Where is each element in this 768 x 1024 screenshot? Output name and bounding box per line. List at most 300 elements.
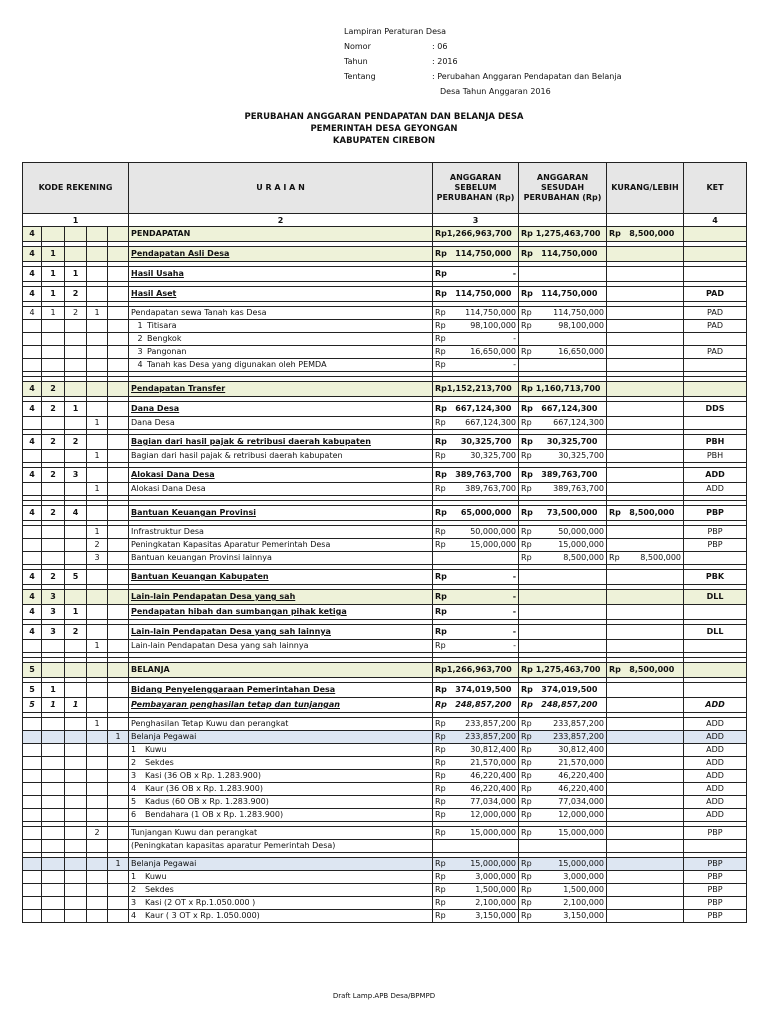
table-row	[23, 625, 747, 640]
kode-cell	[42, 359, 65, 372]
kode-cell	[108, 796, 129, 809]
uraian-text: BELANJA	[131, 665, 170, 674]
anggaran-sesudah-cell	[519, 570, 607, 585]
kode-cell: 2	[65, 307, 87, 320]
kode-cell: 4	[23, 625, 42, 640]
currency-label: Rp	[521, 451, 532, 460]
anggaran-sesudah-cell	[519, 757, 607, 770]
amount-value: Rp 8,500,000	[609, 508, 675, 517]
amount-value: Rp 1,275,463,700	[521, 229, 601, 238]
currency-label: Rp	[521, 540, 532, 549]
anggaran-sebelum-cell	[433, 506, 519, 521]
uraian-text: Hasil Aset	[131, 289, 177, 298]
kurang-lebih-cell	[607, 718, 684, 731]
kurang-lebih-cell	[607, 605, 684, 620]
kode-cell	[108, 809, 129, 822]
kode-cell	[42, 744, 65, 757]
kode-cell	[87, 884, 108, 897]
kode-cell	[23, 897, 42, 910]
uraian-text: Alokasi Dana Desa	[131, 470, 215, 479]
table-row	[23, 570, 747, 585]
table-row	[23, 897, 747, 910]
kode-cell	[42, 333, 65, 346]
ket-cell	[684, 359, 747, 372]
kode-cell	[23, 640, 42, 653]
anggaran-sesudah-cell	[519, 483, 607, 496]
anggaran-sebelum-cell	[433, 796, 519, 809]
anggaran-sesudah-cell	[519, 539, 607, 552]
currency-label: Rp	[435, 885, 446, 894]
table-row	[23, 346, 747, 359]
uraian-text: Hasil Usaha	[131, 269, 184, 278]
uraian-cell	[129, 346, 433, 359]
col-header-ket: KET	[684, 163, 747, 214]
kode-cell	[23, 320, 42, 333]
kode-cell	[108, 382, 129, 397]
currency-label: Rp	[435, 810, 446, 819]
amount-value: 8,500,000	[563, 553, 605, 562]
kode-cell: 1	[65, 605, 87, 620]
amount-value: Rp 1,160,713,700	[521, 384, 601, 393]
currency-label: Rp	[435, 828, 446, 837]
kurang-lebih-cell	[607, 450, 684, 463]
kode-cell	[42, 910, 65, 923]
uraian-text: Sekdes	[145, 758, 174, 767]
kode-cell	[87, 402, 108, 417]
uraian-text: Kasi (36 OB x Rp. 1.283.900)	[145, 771, 261, 780]
kurang-lebih-cell	[607, 858, 684, 871]
uraian-cell	[129, 483, 433, 496]
anggaran-sebelum-cell	[433, 483, 519, 496]
amount-value: 1,500,000	[475, 885, 517, 894]
amount-value: 233,857,200	[553, 732, 605, 741]
kode-cell: 4	[23, 402, 42, 417]
currency-label: Rp	[435, 641, 446, 650]
kode-cell	[65, 539, 87, 552]
uraian-text: Pendapatan hibah dan sumbangan pihak ketiga	[131, 607, 347, 616]
ket-cell: ADD	[684, 483, 747, 496]
table-row	[23, 590, 747, 605]
table-row	[23, 698, 747, 713]
anggaran-sesudah-cell	[519, 287, 607, 302]
uraian-cell	[129, 333, 433, 346]
sub-number: 2	[131, 758, 137, 767]
budget-table	[22, 162, 747, 923]
kode-cell	[65, 663, 87, 678]
kode-cell: 2	[42, 402, 65, 417]
kurang-lebih-cell	[607, 539, 684, 552]
anggaran-sebelum-cell	[433, 783, 519, 796]
anggaran-sebelum-cell	[433, 871, 519, 884]
kurang-lebih-cell	[607, 468, 684, 483]
ket-cell: PBH	[684, 450, 747, 463]
anggaran-sesudah-cell	[519, 605, 607, 620]
uraian-cell	[129, 287, 433, 302]
amount-value: Rp1,266,963,700	[435, 665, 512, 674]
anggaran-sebelum-cell	[433, 770, 519, 783]
amount-value: 30,812,400	[470, 745, 517, 754]
currency-label: Rp	[435, 308, 446, 317]
kode-cell: 1	[87, 417, 108, 430]
sub-number: 4	[131, 784, 137, 793]
kode-cell	[108, 450, 129, 463]
currency-label: Rp	[435, 745, 446, 754]
kode-cell	[23, 417, 42, 430]
uraian-text: Bantuan keuangan Provinsi lainnya	[131, 553, 272, 562]
kode-cell: 4	[23, 506, 42, 521]
amount-value: -	[512, 269, 517, 278]
anggaran-sebelum-cell	[433, 897, 519, 910]
kode-cell	[87, 227, 108, 242]
uraian-cell	[129, 526, 433, 539]
kurang-lebih-cell	[607, 796, 684, 809]
currency-label: Rp	[435, 418, 446, 427]
uraian-cell	[129, 307, 433, 320]
amount-value: 667,124,300	[553, 418, 605, 427]
currency-label: Rp	[435, 872, 446, 881]
kode-cell	[108, 884, 129, 897]
header-line1: Lampiran Peraturan Desa	[344, 27, 447, 36]
anggaran-sebelum-cell	[433, 910, 519, 923]
currency-label: Rp	[521, 898, 532, 907]
kode-cell: 1	[42, 307, 65, 320]
kode-cell	[65, 827, 87, 840]
kode-cell	[87, 809, 108, 822]
kode-cell	[65, 910, 87, 923]
kode-cell	[42, 417, 65, 430]
ket-cell: ADD	[684, 744, 747, 757]
uraian-text: Bagian dari hasil pajak & retribusi daerah kabupaten	[131, 451, 343, 460]
header-line-last: Desa Tahun Anggaran 2016	[440, 87, 551, 96]
kurang-lebih-cell	[607, 897, 684, 910]
table-row	[23, 731, 747, 744]
kode-cell	[65, 783, 87, 796]
sub-number: 2	[131, 885, 137, 894]
uraian-cell	[129, 320, 433, 333]
anggaran-sesudah-cell	[519, 625, 607, 640]
table-row	[23, 402, 747, 417]
kurang-lebih-cell	[607, 663, 684, 678]
kode-cell	[87, 698, 108, 713]
ket-cell: PAD	[684, 287, 747, 302]
kode-cell: 5	[23, 683, 42, 698]
kode-cell	[87, 770, 108, 783]
sub-number: 5	[131, 797, 137, 806]
kode-cell: 4	[23, 570, 42, 585]
amount-value: Rp 374,019,500	[435, 685, 512, 694]
kurang-lebih-cell	[607, 640, 684, 653]
kode-cell: 1	[65, 698, 87, 713]
kode-cell	[65, 382, 87, 397]
currency-label: Rp	[521, 859, 532, 868]
kode-cell	[42, 640, 65, 653]
amount-value: Rp 374,019,500	[521, 685, 598, 694]
kode-cell	[87, 346, 108, 359]
uraian-text: Belanja Pegawai	[131, 732, 197, 741]
amount-value: 233,857,200	[465, 732, 517, 741]
kode-cell	[108, 570, 129, 585]
table-row	[23, 910, 747, 923]
kode-cell	[108, 783, 129, 796]
uraian-text: Infrastruktur Desa	[131, 527, 204, 536]
kode-cell	[42, 858, 65, 871]
kode-cell: 3	[42, 625, 65, 640]
kurang-lebih-cell	[607, 770, 684, 783]
anggaran-sebelum-cell	[433, 539, 519, 552]
uraian-cell	[129, 382, 433, 397]
kode-cell: 1	[65, 267, 87, 282]
kode-cell: 1	[87, 526, 108, 539]
ket-cell: PBP	[684, 506, 747, 521]
anggaran-sesudah-cell	[519, 320, 607, 333]
amount-value: 46,220,400	[470, 771, 517, 780]
kode-cell: 1	[87, 718, 108, 731]
amount-value: Rp 1,275,463,700	[521, 665, 601, 674]
kode-cell	[108, 506, 129, 521]
anggaran-sebelum-cell	[433, 227, 519, 242]
attachment-header	[344, 24, 622, 99]
uraian-text: Lain-lain Pendapatan Desa yang sah lainnya	[131, 627, 331, 636]
kode-cell	[87, 897, 108, 910]
table-row	[23, 267, 747, 282]
kode-cell	[65, 683, 87, 698]
kode-cell	[87, 783, 108, 796]
sub-number: 1	[131, 872, 137, 881]
kode-cell	[23, 731, 42, 744]
kode-cell	[42, 757, 65, 770]
amount-value: 3,000,000	[475, 872, 517, 881]
uraian-cell	[129, 718, 433, 731]
ket-cell	[684, 247, 747, 262]
uraian-cell	[129, 227, 433, 242]
kurang-lebih-cell	[607, 435, 684, 450]
kode-cell: 2	[65, 287, 87, 302]
kode-cell: 4	[23, 435, 42, 450]
sub-number: 2	[137, 334, 143, 343]
currency-label: Rp	[435, 360, 446, 369]
anggaran-sesudah-cell	[519, 402, 607, 417]
kode-cell	[23, 858, 42, 871]
anggaran-sebelum-cell	[433, 590, 519, 605]
amount-value: 46,220,400	[558, 771, 605, 780]
anggaran-sesudah-cell	[519, 796, 607, 809]
anggaran-sebelum-cell	[433, 570, 519, 585]
currency-label: Rp	[435, 719, 446, 728]
ket-cell: PAD	[684, 307, 747, 320]
kode-cell: 1	[87, 483, 108, 496]
kode-cell: 5	[23, 663, 42, 678]
anggaran-sebelum-cell	[433, 435, 519, 450]
kode-cell: 4	[23, 468, 42, 483]
anggaran-sebelum-cell	[433, 884, 519, 897]
table-row	[23, 871, 747, 884]
table-row	[23, 417, 747, 430]
anggaran-sesudah-cell	[519, 718, 607, 731]
anggaran-sebelum-cell	[433, 359, 519, 372]
uraian-text: Sekdes	[145, 885, 174, 894]
amount-value: Rp 114,750,000	[521, 249, 598, 258]
table-row	[23, 744, 747, 757]
anggaran-sebelum-cell	[433, 346, 519, 359]
uraian-text: Bengkok	[147, 334, 182, 343]
amount-value: -	[512, 592, 517, 601]
currency-label: Rp	[521, 828, 532, 837]
kurang-lebih-cell	[607, 346, 684, 359]
kode-cell	[87, 333, 108, 346]
uraian-cell	[129, 783, 433, 796]
ket-cell: PBP	[684, 871, 747, 884]
uraian-cell	[129, 884, 433, 897]
kurang-lebih-cell	[607, 333, 684, 346]
kode-cell	[87, 871, 108, 884]
currency-label: Rp	[521, 885, 532, 894]
kode-cell	[42, 796, 65, 809]
kode-cell	[108, 552, 129, 565]
currency-label: Rp	[435, 451, 446, 460]
kode-cell	[87, 267, 108, 282]
kode-cell: 4	[23, 247, 42, 262]
kode-cell: 4	[23, 287, 42, 302]
currency-label: Rp	[521, 484, 532, 493]
kurang-lebih-cell	[607, 871, 684, 884]
anggaran-sesudah-cell	[519, 307, 607, 320]
amount-value: 15,000,000	[470, 540, 517, 549]
amount-value: 12,000,000	[558, 810, 605, 819]
amount-value: 98,100,000	[470, 321, 517, 330]
kode-cell	[23, 840, 42, 853]
header-row: Tahun : 2016	[344, 57, 458, 66]
kode-cell	[108, 640, 129, 653]
kode-cell	[23, 796, 42, 809]
kode-cell	[23, 450, 42, 463]
kode-cell	[65, 840, 87, 853]
kode-cell	[42, 840, 65, 853]
table-row	[23, 718, 747, 731]
sub-number: 1	[137, 321, 143, 330]
currency-label: Rp	[435, 347, 446, 356]
kode-cell	[42, 552, 65, 565]
amount-value: Rp 8,500,000	[609, 665, 675, 674]
kode-cell	[108, 871, 129, 884]
uraian-text: Pembayaran penghasilan tetap dan tunjangan	[131, 700, 340, 709]
ket-cell: PBP	[684, 858, 747, 871]
currency-label: Rp	[521, 758, 532, 767]
currency-label: Rp	[435, 627, 447, 636]
kode-cell	[108, 247, 129, 262]
table-row	[23, 640, 747, 653]
amount-value: -	[513, 360, 517, 369]
kode-cell: 1	[42, 247, 65, 262]
kode-cell	[87, 858, 108, 871]
uraian-text: Pangonan	[147, 347, 187, 356]
currency-label: Rp	[435, 771, 446, 780]
kode-cell	[65, 757, 87, 770]
anggaran-sesudah-cell	[519, 910, 607, 923]
kode-cell	[23, 757, 42, 770]
uraian-text: Bendahara (1 OB x Rp. 1.283.900)	[145, 810, 284, 819]
anggaran-sesudah-cell	[519, 267, 607, 282]
kurang-lebih-cell	[607, 287, 684, 302]
anggaran-sesudah-cell	[519, 346, 607, 359]
kode-cell	[108, 320, 129, 333]
anggaran-sebelum-cell	[433, 267, 519, 282]
anggaran-sesudah-cell	[519, 227, 607, 242]
kode-cell	[87, 663, 108, 678]
kode-cell	[65, 346, 87, 359]
table-row	[23, 506, 747, 521]
kode-cell	[23, 483, 42, 496]
uraian-cell	[129, 663, 433, 678]
anggaran-sesudah-cell	[519, 731, 607, 744]
amount-value: 114,750,000	[465, 308, 517, 317]
sub-number: 1	[131, 745, 137, 754]
table-row	[23, 483, 747, 496]
amount-value: Rp 65,000,000	[435, 508, 512, 517]
anggaran-sebelum-cell	[433, 683, 519, 698]
header-row: Nomor : 06	[344, 42, 448, 51]
ket-cell: PBP	[684, 539, 747, 552]
amount-value: -	[513, 334, 517, 343]
kurang-lebih-cell	[607, 910, 684, 923]
amount-value: Rp 8,500,000	[609, 229, 675, 238]
currency-label: Rp	[435, 484, 446, 493]
uraian-cell	[129, 698, 433, 713]
sub-number: 4	[137, 360, 143, 369]
kode-cell	[87, 625, 108, 640]
kode-cell	[42, 526, 65, 539]
kode-cell	[23, 884, 42, 897]
amount-value: Rp 667,124,300	[521, 404, 598, 413]
kode-cell	[42, 346, 65, 359]
kurang-lebih-cell	[607, 570, 684, 585]
anggaran-sesudah-cell	[519, 698, 607, 713]
anggaran-sebelum-cell	[433, 698, 519, 713]
uraian-text: Dana Desa	[131, 404, 180, 413]
amount-value: 8,500,000	[640, 553, 682, 562]
kode-cell	[23, 526, 42, 539]
amount-value: 114,750,000	[553, 308, 605, 317]
kode-cell: 5	[23, 698, 42, 713]
kode-cell	[65, 858, 87, 871]
currency-label: Rp	[521, 553, 532, 562]
kurang-lebih-cell	[607, 526, 684, 539]
anggaran-sesudah-cell	[519, 770, 607, 783]
uraian-text: Lain-lain Pendapatan Desa yang sah	[131, 592, 296, 601]
kode-cell	[23, 552, 42, 565]
ket-cell	[684, 382, 747, 397]
uraian-text: Tanah kas Desa yang digunakan oleh PEMDA	[147, 360, 327, 369]
amount-value: Rp 30,325,700	[521, 437, 598, 446]
amount-value: 16,650,000	[558, 347, 605, 356]
kode-cell	[87, 590, 108, 605]
uraian-text: Bantuan Keuangan Provinsi	[131, 508, 256, 517]
ket-cell	[684, 663, 747, 678]
kode-cell	[65, 450, 87, 463]
kode-cell	[87, 683, 108, 698]
kode-cell	[108, 333, 129, 346]
uraian-text: Pendapatan Asli Desa	[131, 249, 230, 258]
kode-cell	[87, 744, 108, 757]
currency-label: Rp	[521, 810, 532, 819]
currency-label: Rp	[521, 527, 532, 536]
kurang-lebih-cell	[607, 552, 684, 565]
anggaran-sebelum-cell	[433, 663, 519, 678]
amount-value: Rp 389,763,700	[435, 470, 512, 479]
currency-label: Rp	[435, 540, 446, 549]
uraian-text: Pendapatan sewa Tanah kas Desa	[131, 308, 267, 317]
uraian-text: Pendapatan Transfer	[131, 384, 226, 393]
uraian-cell	[129, 247, 433, 262]
